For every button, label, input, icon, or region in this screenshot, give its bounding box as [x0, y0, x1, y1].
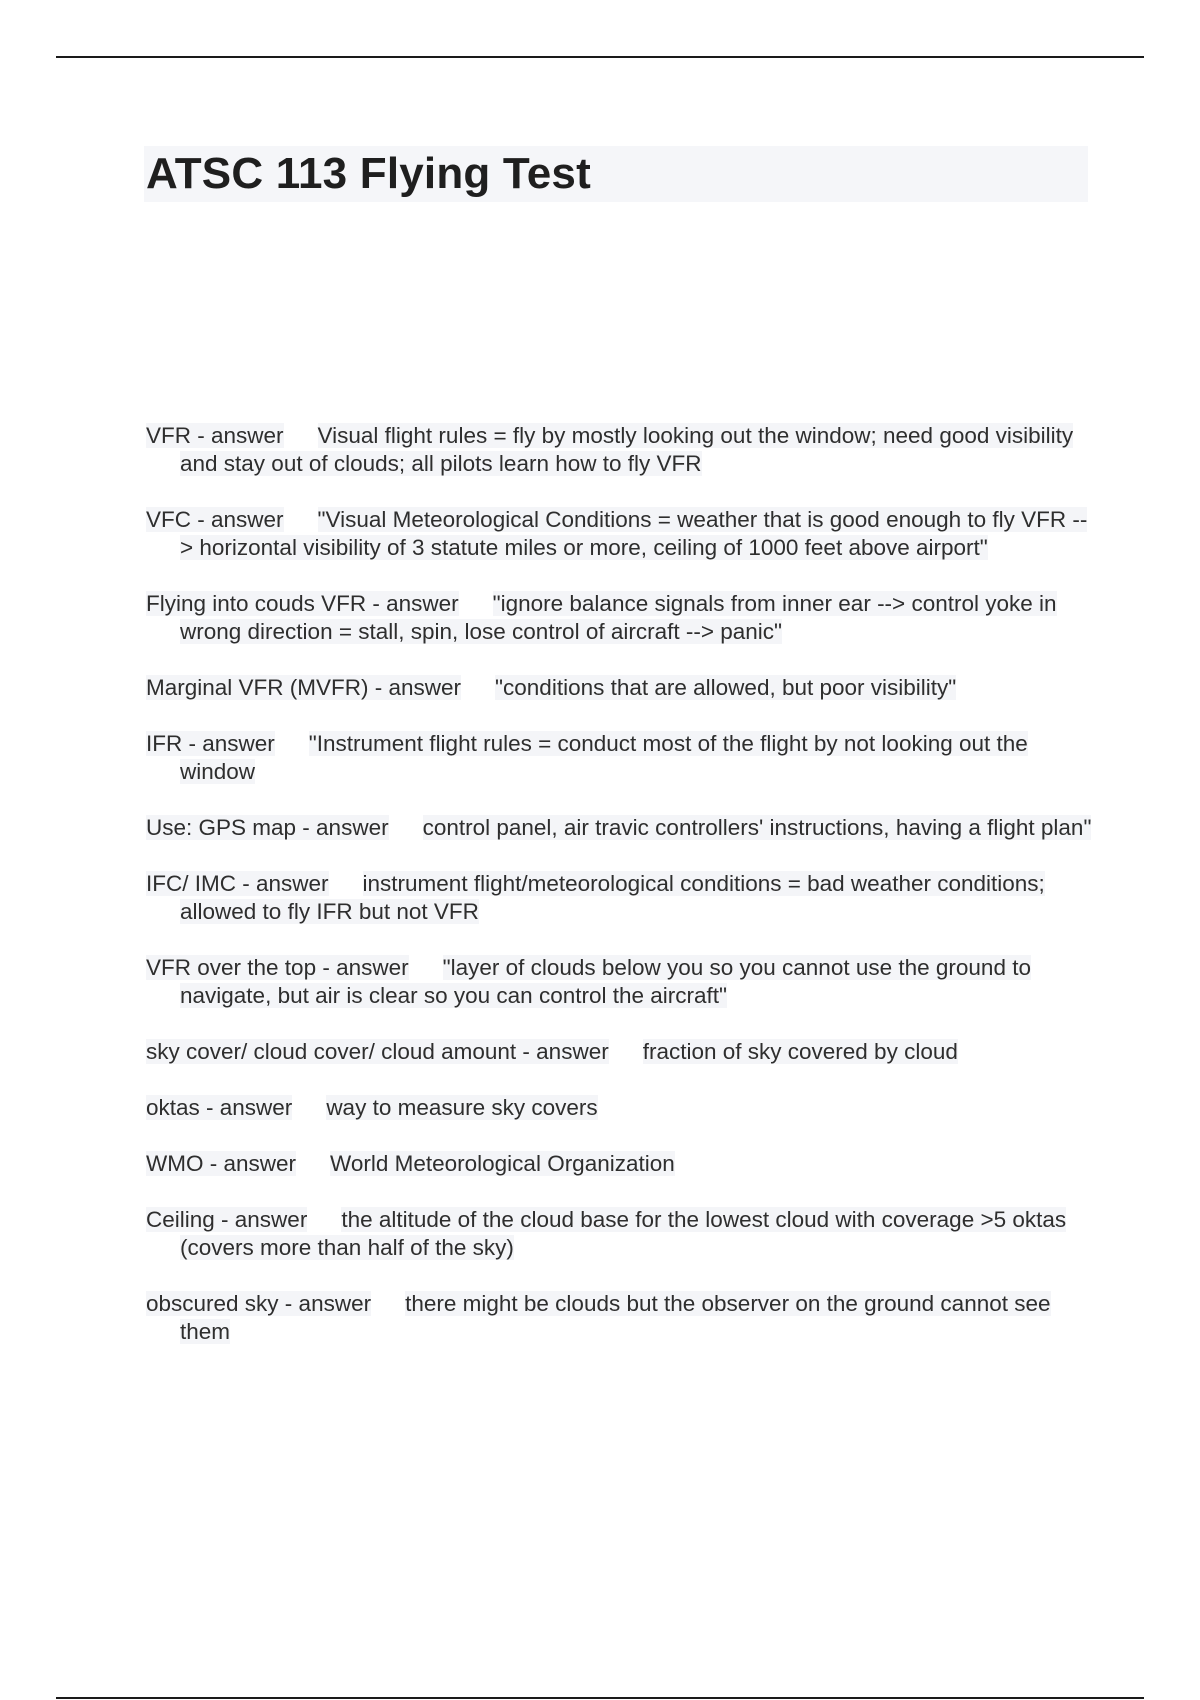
entry-term: VFR over the top - answer — [146, 955, 409, 980]
entry-term: Marginal VFR (MVFR) - answer — [146, 675, 462, 700]
entry-answer: way to measure sky covers — [326, 1095, 598, 1120]
flashcard-entry — [146, 1206, 1096, 1262]
entry-term: VFC - answer — [146, 507, 284, 532]
entry-answer: instrument flight/meteorological conditions = bad weather conditions; allowed to fly IFR but not VFR — [180, 871, 1045, 924]
entry-answer: fraction of sky covered by cloud — [642, 1039, 958, 1064]
flashcard-entry — [146, 1094, 1096, 1122]
flashcard-list — [146, 422, 1096, 1374]
entry-answer: World Meteorological Organization — [330, 1151, 675, 1176]
flashcard-entry — [146, 422, 1096, 478]
entry-term: Flying into couds VFR - answer — [146, 591, 459, 616]
flashcard-entry — [146, 674, 1096, 702]
entry-term: sky cover/ cloud cover/ cloud amount - answer — [146, 1039, 609, 1064]
entry-term: VFR - answer — [146, 423, 284, 448]
entry-answer: "Instrument flight rules = conduct most of the flight by not looking out the window — [180, 731, 1028, 784]
entry-answer: Visual flight rules = fly by mostly looking out the window; need good visibility and stay out of clouds; all pilots learn how to fly VFR — [180, 423, 1074, 476]
flashcard-entry — [146, 870, 1096, 926]
page-title: ATSC 113 Flying Test — [146, 149, 591, 198]
flashcard-entry — [146, 506, 1096, 562]
flashcard-entry — [146, 954, 1096, 1010]
entry-term: WMO - answer — [146, 1151, 297, 1176]
entry-answer: "ignore balance signals from inner ear --> control yoke in wrong direction = stall, spin, lose control of aircraft --> panic" — [180, 591, 1057, 644]
flashcard-entry — [146, 814, 1096, 842]
bottom-divider — [56, 1697, 1144, 1699]
top-divider — [56, 56, 1144, 58]
entry-term: IFR - answer — [146, 731, 275, 756]
entry-answer: "Visual Meteorological Conditions = weather that is good enough to fly VFR --> horizontal visibility of 3 statute miles or more, ceiling of 1000 feet above airport" — [180, 507, 1088, 560]
entry-answer: control panel, air travic controllers' instructions, having a flight plan" — [422, 815, 1092, 840]
entry-term: Ceiling - answer — [146, 1207, 308, 1232]
entry-answer: "layer of clouds below you so you cannot use the ground to navigate, but air is clear so you can control the aircraft" — [180, 955, 1031, 1008]
entry-term: IFC/ IMC - answer — [146, 871, 329, 896]
entry-term: Use: GPS map - answer — [146, 815, 389, 840]
entry-answer: there might be clouds but the observer on the ground cannot see them — [180, 1291, 1051, 1344]
entry-term: obscured sky - answer — [146, 1291, 372, 1316]
flashcard-entry — [146, 590, 1096, 646]
flashcard-entry — [146, 1290, 1096, 1346]
flashcard-entry — [146, 1038, 1096, 1066]
flashcard-entry — [146, 730, 1096, 786]
entry-answer: "conditions that are allowed, but poor visibility" — [495, 675, 957, 700]
entry-answer: the altitude of the cloud base for the lowest cloud with coverage >5 oktas (covers more than half of the sky) — [180, 1207, 1067, 1260]
entry-term: oktas - answer — [146, 1095, 293, 1120]
flashcard-entry — [146, 1150, 1096, 1178]
